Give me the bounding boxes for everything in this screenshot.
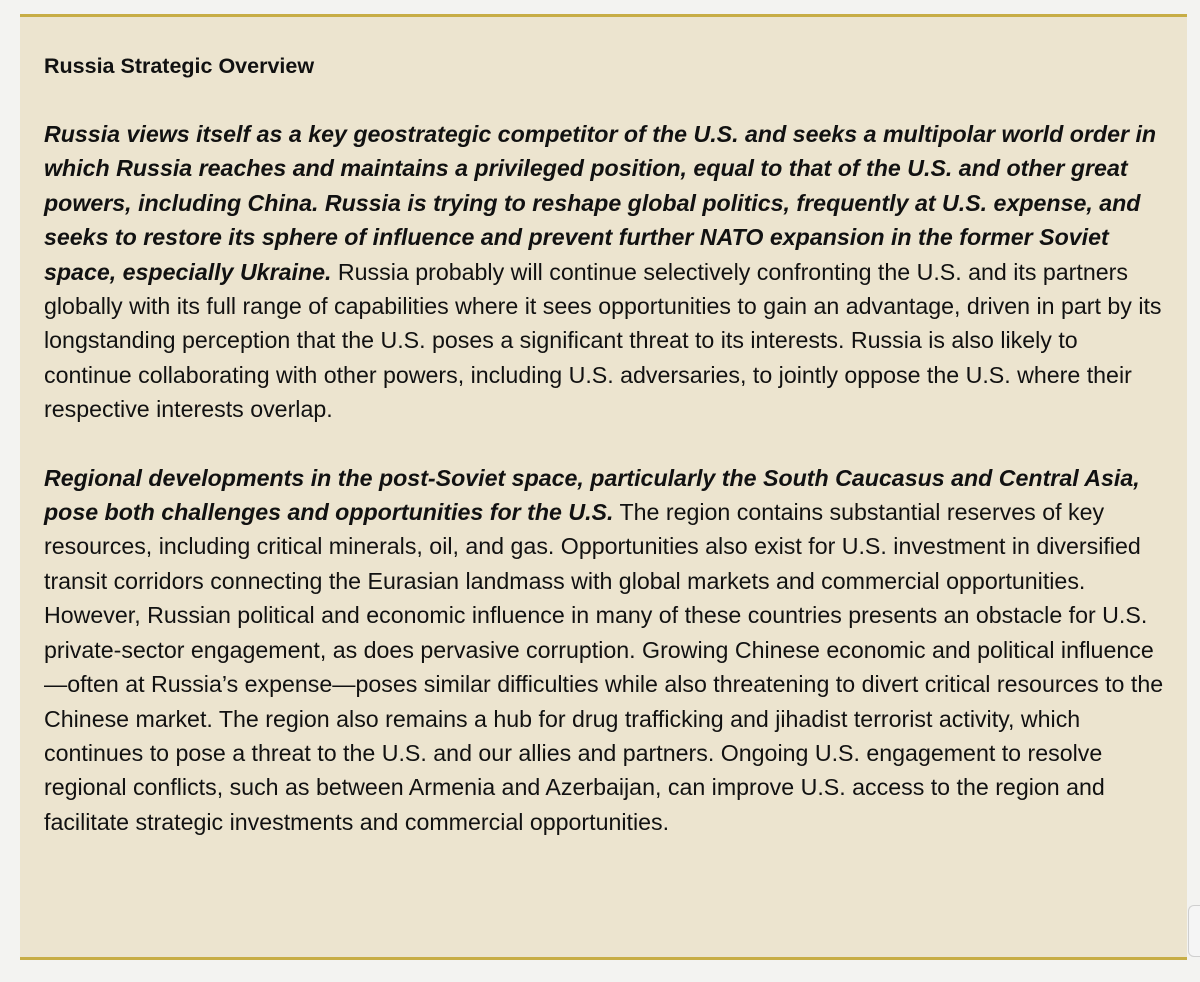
- side-scroll-tab[interactable]: [1188, 905, 1200, 957]
- callout-content: [44, 49, 1164, 839]
- callout-box: [20, 14, 1187, 960]
- paragraph-lead-text: Russia views itself as a key geostrategic competitor of the U.S. and seeks a multipolar world order in which Russia reaches and maintains a privileged position, equal to that of the U.S. and other great powers, including China. Russia is trying to reshape global politics, frequently at U.S. expense, and seeks to restore its sphere of influence and prevent further NATO expansion in the former Soviet space, especially Ukraine.: [44, 121, 1157, 285]
- paragraph-russia-overview: [44, 117, 1164, 427]
- paragraph-regional-developments: [44, 461, 1164, 839]
- paragraph-body-text: The region contains substantial reserves of key resources, including critical minerals, oil, and gas. Opportunities also exist for U.S. investment in diversified transit corridors connecting the Eurasian landmass with global markets and commercial opportunities. However, Russian political and economic influence in many of these countries presents an obstacle for U.S. private-sector engagement, as does pervasive corruption. Growing Chinese economic and political influence—often at Russia’s expense—poses similar difficulties while also threatening to divert critical resources to the Chinese market. The region also remains a hub for drug trafficking and jihadist terrorist activity, which continues to pose a threat to the U.S. and our allies and partners. Ongoing U.S. engagement to resolve regional conflicts, such as between Armenia and Azerbaijan, can improve U.S. access to the region and facilitate strategic investments and commercial opportunities.: [44, 499, 1164, 835]
- paragraph-lead-text: Regional developments in the post-Soviet space, particularly the South Caucasus and Central Asia, pose both challenges and opportunities for the U.S.: [44, 464, 1140, 526]
- section-title: Russia Strategic Overview: [44, 54, 315, 78]
- paragraph-body-text: Russia probably will continue selectively confronting the U.S. and its partners globally with its full range of capabilities where it sees opportunities to gain an advantage, driven in part by its longstanding perception that the U.S. poses a significant threat to its interests. Russia is also likely to continue collaborating with other powers, including U.S. adversaries, to jointly oppose the U.S. where their respective interests overlap.: [44, 258, 1162, 423]
